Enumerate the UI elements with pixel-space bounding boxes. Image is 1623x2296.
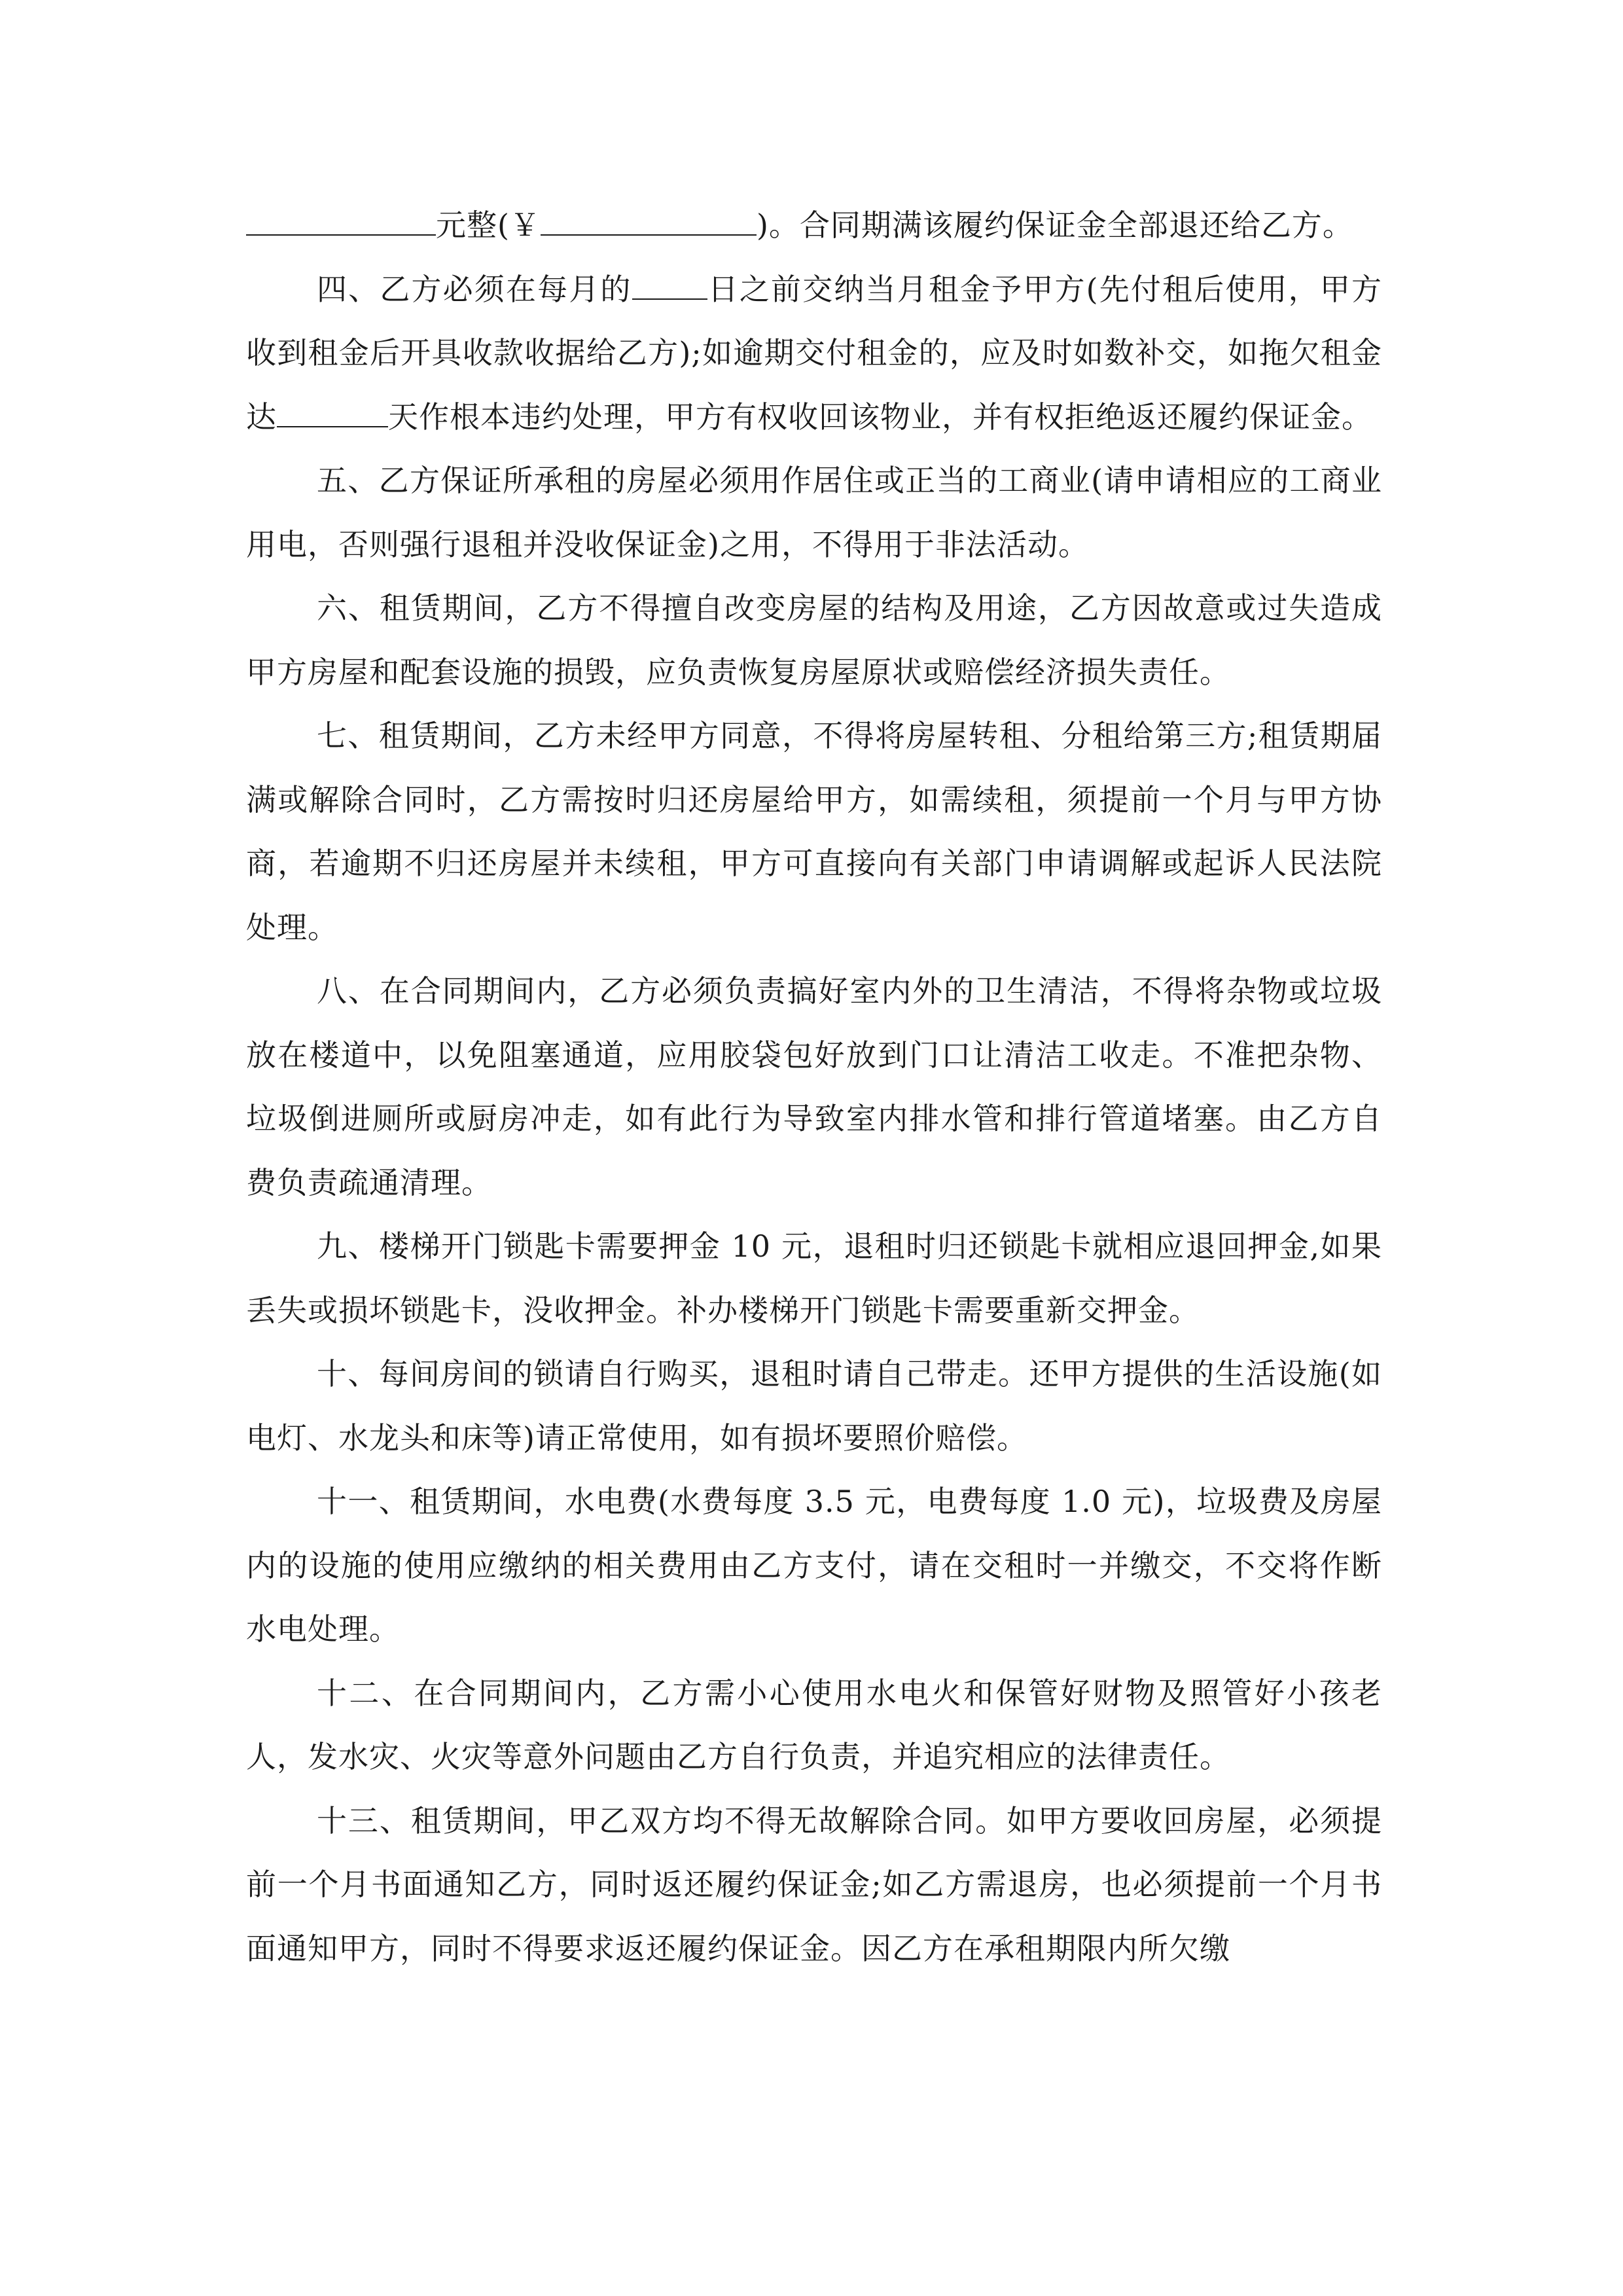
text-segment: 元整(￥ bbox=[436, 207, 541, 243]
paragraph-clause-11: 十一、租赁期间，水电费(水费每度 3.5 元，电费每度 1.0 元)，垃圾费及房屋内的设施的使用应缴纳的相关费用由乙方支付，请在交租时一并缴交，不交将作断水电处理。 bbox=[246, 1484, 1382, 1647]
paragraph-clause-12: 十二、在合同期间内，乙方需小心使用水电火和保管好财物及照管好小孩老人，发水灾、火灾等意外问题由乙方自行负责，并追究相应的法律责任。 bbox=[246, 1675, 1382, 1774]
paragraph-clause-9: 九、楼梯开门锁匙卡需要押金 10 元，退租时归还锁匙卡就相应退回押金,如果丢失或损坏锁匙卡，没收押金。补办楼梯开门锁匙卡需要重新交押金。 bbox=[246, 1229, 1382, 1328]
paragraph-clause-8: 八、在合同期间内，乙方必须负责搞好室内外的卫生清洁，不得将杂物或垃圾放在楼道中，以免阻塞通道，应用胶袋包好放到门口让清洁工收走。不准把杂物、垃圾倒进厕所或厨房冲走，如有此行为导致室内排水管和排行管道堵塞。由乙方自费负责疏通清理。 bbox=[246, 973, 1382, 1200]
document-body bbox=[246, 194, 1382, 1981]
fill-blank-amount-words bbox=[246, 208, 436, 236]
text-segment: 日之前交纳当月租金予甲方(先付租后使用，甲方收到租金后开具收款收据给乙方);如逾期交付租金的，应及时如数补交，如拖欠租金达 bbox=[246, 271, 1382, 435]
paragraph-deposit-continuation bbox=[246, 194, 1382, 258]
paragraph-clause-7: 七、租赁期间，乙方未经甲方同意，不得将房屋转租、分租给第三方;租赁期届满或解除合同时，乙方需按时归还房屋给甲方，如需续租，须提前一个月与甲方协商，若逾期不归还房屋并未续租，甲方可直接向有关部门申请调解或起诉人民法院处理。 bbox=[246, 718, 1382, 945]
fill-blank-due-day bbox=[632, 272, 707, 300]
fill-blank-amount-figures bbox=[541, 208, 757, 236]
paragraph-clause-6: 六、租赁期间，乙方不得擅自改变房屋的结构及用途，乙方因故意或过失造成甲方房屋和配套设施的损毁，应负责恢复房屋原状或赔偿经济损失责任。 bbox=[246, 590, 1382, 690]
fill-blank-overdue-days bbox=[277, 400, 388, 427]
text-segment: )。合同期满该履约保证金全部退还给乙方。 bbox=[756, 207, 1353, 243]
paragraph-clause-10: 十、每间房间的锁请自行购买，退租时请自己带走。还甲方提供的生活设施(如电灯、水龙头和床等)请正常使用，如有损坏要照价赔偿。 bbox=[246, 1356, 1382, 1456]
paragraph-clause-13: 十三、租赁期间，甲乙双方均不得无故解除合同。如甲方要收回房屋，必须提前一个月书面通知乙方，同时返还履约保证金;如乙方需退房，也必须提前一个月书面通知甲方，同时不得要求返还履约保证金。因乙方在承租期限内所欠缴 bbox=[246, 1803, 1382, 1966]
paragraph-clause-5: 五、乙方保证所承租的房屋必须用作居住或正当的工商业(请申请相应的工商业用电，否则强行退租并没收保证金)之用，不得用于非法活动。 bbox=[246, 463, 1382, 562]
paragraph-clause-4 bbox=[246, 258, 1382, 450]
text-segment: 四、乙方必须在每月的 bbox=[317, 271, 632, 307]
text-segment: 天作根本违约处理，甲方有权收回该物业，并有权拒绝返还履约保证金。 bbox=[388, 399, 1372, 435]
